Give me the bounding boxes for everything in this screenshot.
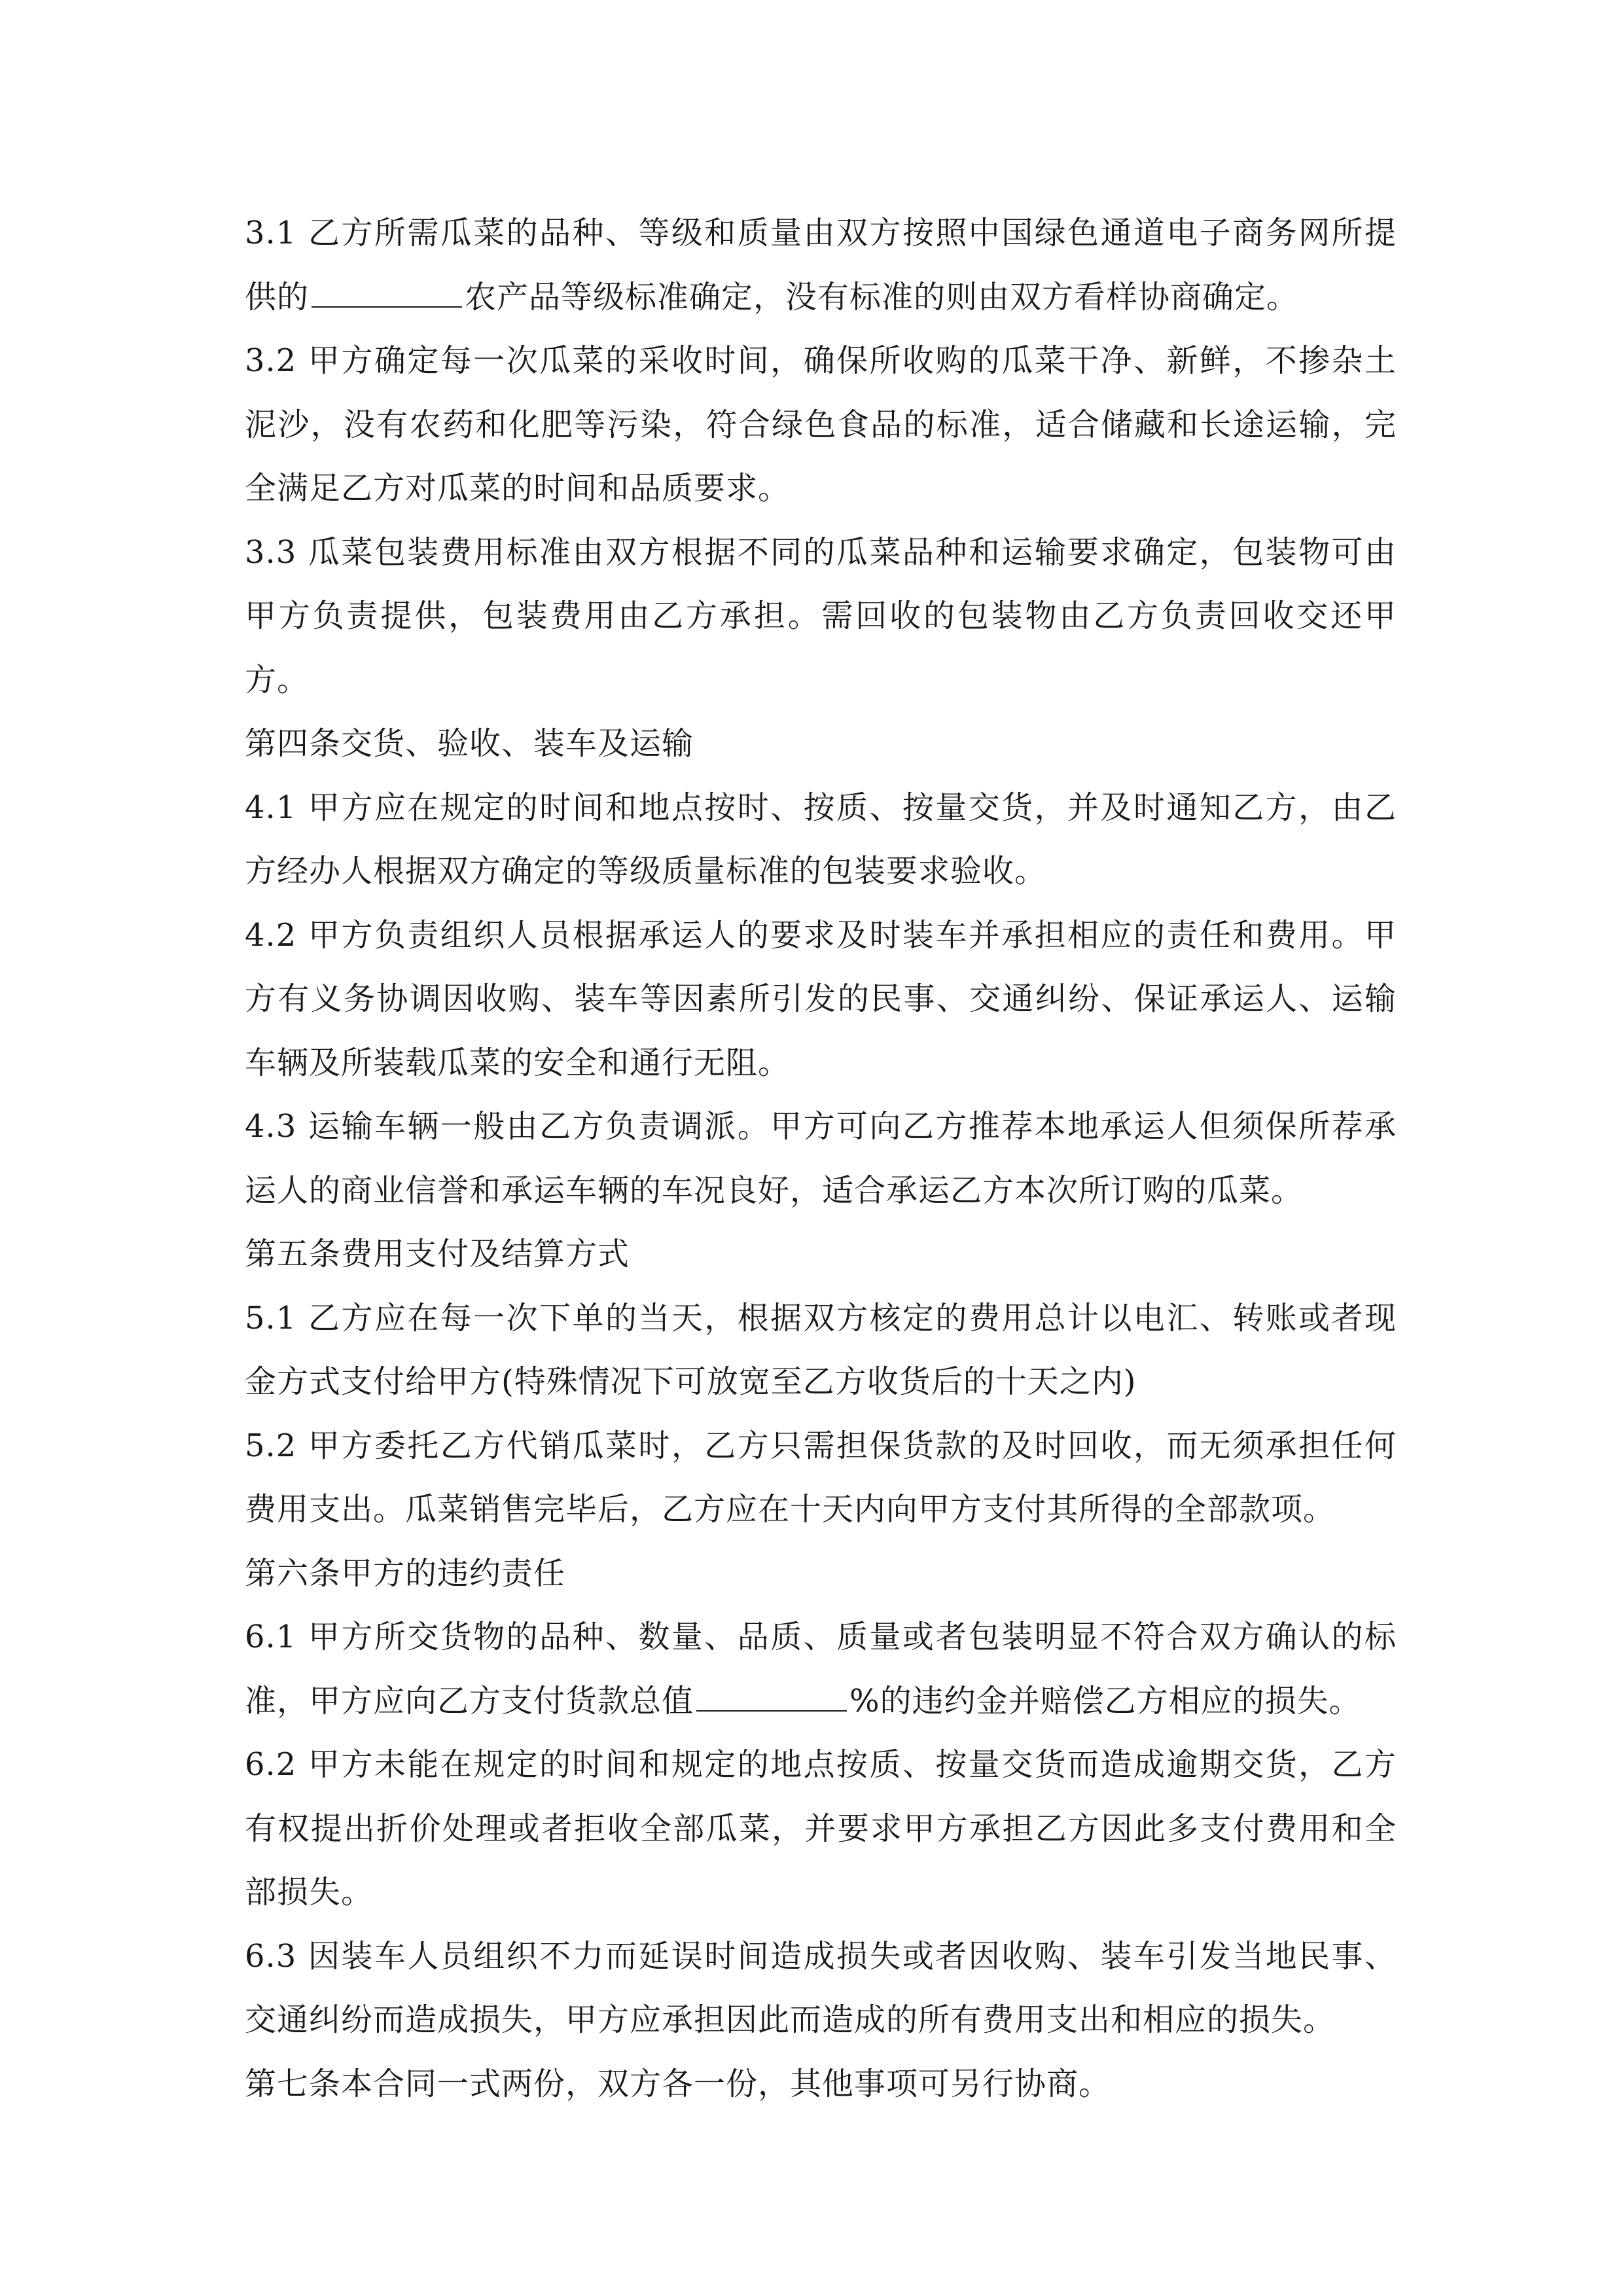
clause-3-1-text-b: 农产品等级标准确定，没有标准的则由双方看样协商确定。 <box>465 278 1299 315</box>
article-5-heading: 第五条费用支付及结算方式 <box>245 1236 630 1272</box>
clause-5-1: 5.1 乙方应在每一次下单的当天，根据双方核定的费用总计以电汇、转账或者现金方式支付给甲方(特殊情况下可放宽至乙方收货后的十天之内) <box>245 1299 1397 1400</box>
clause-6-1-text-a: 6.1 甲方所交货物的品种、数量、品质、质量或者包装明显不符合双方确认的标准，甲方应向乙方支付货款总值 <box>245 1619 1397 1719</box>
clause-6-2: 6.2 甲方未能在规定的时间和规定的地点按质、按量交货而造成逾期交货，乙方有权提出折价处理或者拒收全部瓜菜，并要求甲方承担乙方因此多支付费用和全部损失。 <box>245 1746 1397 1910</box>
clause-4-2: 4.2 甲方负责组织人员根据承运人的要求及时装车并承担相应的责任和费用。甲方有义务协调因收购、装车等因素所引发的民事、交通纠纷、保证承运人、运输车辆及所装载瓜菜的安全和通行无阻。 <box>245 916 1397 1081</box>
fill-in-blank-standard <box>312 276 462 308</box>
clause-4-3: 4.3 运输车辆一般由乙方负责调派。甲方可向乙方推荐本地承运人但须保所荐承运人的商业信誉和承运车辆的车况良好，适合承运乙方本次所订购的瓜菜。 <box>245 1108 1397 1209</box>
contract-body <box>245 202 1397 2116</box>
article-7-heading: 第七条本合同一式两份，双方各一份，其他事项可另行协商。 <box>245 2065 1111 2102</box>
clause-6-1-text-b: %的违约金并赔偿乙方相应的损失。 <box>849 1682 1361 1719</box>
article-6-heading: 第六条甲方的违约责任 <box>245 1554 566 1592</box>
clause-5-2: 5.2 甲方委托乙方代销瓜菜时，乙方只需担保货款的及时回收，而无须承担任何费用支出。瓜菜销售完毕后，乙方应在十天内向甲方支付其所得的全部款项。 <box>245 1427 1397 1528</box>
clause-4-1: 4.1 甲方应在规定的时间和地点按时、按质、按量交货，并及时通知乙方，由乙方经办人根据双方确定的等级质量标准的包装要求验收。 <box>245 789 1397 889</box>
clause-3-2: 3.2 甲方确定每一次瓜菜的采收时间，确保所收购的瓜菜干净、新鲜，不掺杂土泥沙，没有农药和化肥等污染，符合绿色食品的标准，适合储藏和长途运输，完全满足乙方对瓜菜的时间和品质要求。 <box>245 342 1397 507</box>
article-4-heading: 第四条交货、验收、装车及运输 <box>245 725 694 762</box>
fill-in-blank-penalty-percent <box>696 1680 847 1712</box>
clause-6-3: 6.3 因装车人员组织不力而延误时间造成损失或者因收购、装车引发当地民事、交通纠纷而造成损失，甲方应承担因此而造成的所有费用支出和相应的损失。 <box>245 1937 1397 2038</box>
clause-3-3: 3.3 瓜菜包装费用标准由双方根据不同的瓜菜品种和运输要求确定，包装物可由甲方负责提供，包装费用由乙方承担。需回收的包装物由乙方负责回收交还甲方。 <box>245 533 1397 698</box>
clause-3-1-text-a: 3.1 乙方所需瓜菜的品种、等级和质量由双方按照中国绿色通道电子商务网所提供的 <box>245 215 1397 315</box>
clause-3-1 <box>245 202 1397 329</box>
clause-6-1 <box>245 1605 1397 1733</box>
